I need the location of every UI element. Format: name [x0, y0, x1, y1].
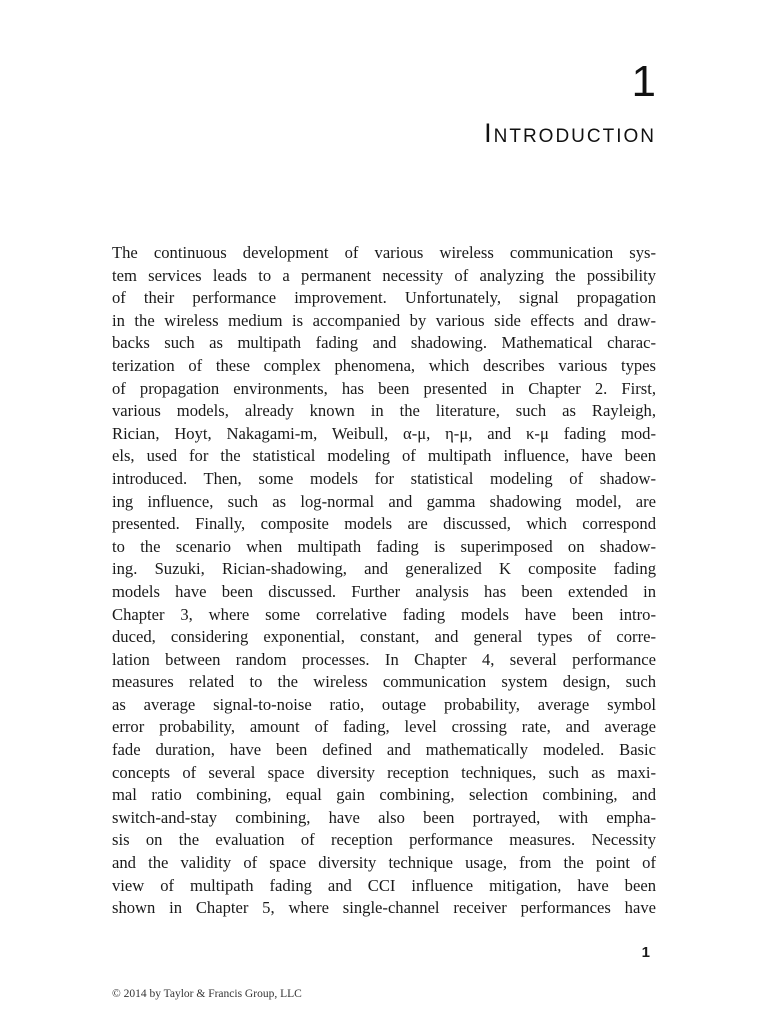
copyright-notice: © 2014 by Taylor & Francis Group, LLC — [112, 988, 302, 1000]
body-line: lation between random processes. In Chapter 4, several performance — [112, 649, 656, 669]
body-line: to the scenario when multipath fading is superimposed on shadow- — [112, 536, 656, 556]
body-line: terization of these complex phenomena, which describes various types — [112, 355, 656, 375]
chapter-number: 1 — [631, 57, 656, 106]
body-line: of their performance improvement. Unfortunately, signal propagation — [112, 288, 656, 308]
body-line: presented. Finally, composite models are discussed, which correspond — [112, 514, 656, 534]
body-line: and the validity of space diversity technique usage, from the point of — [112, 853, 656, 873]
body-line: concepts of several space diversity reception techniques, such as maxi- — [112, 762, 656, 782]
body-line: els, used for the statistical modeling of multipath influence, have been — [112, 446, 656, 466]
body-line: view of multipath fading and CCI influence mitigation, have been — [112, 875, 656, 895]
body-line: of propagation environments, has been presented in Chapter 2. First, — [112, 378, 656, 398]
body-line: error probability, amount of fading, level crossing rate, and average — [112, 717, 656, 737]
body-line: Rician, Hoyt, Nakagami-m, Weibull, α-μ, η-μ, and κ-μ fading mod- — [112, 423, 656, 443]
body-line: in the wireless medium is accompanied by various side effects and draw- — [112, 310, 656, 330]
body-line: Chapter 3, where some correlative fading models have been intro- — [112, 604, 656, 624]
body-line: various models, already known in the literature, such as Rayleigh, — [112, 401, 656, 421]
body-line: introduced. Then, some models for statistical modeling of shadow- — [112, 468, 656, 488]
body-line: tem services leads to a permanent necessity of analyzing the possibility — [112, 265, 656, 285]
body-paragraph — [112, 242, 656, 920]
body-line: duced, considering exponential, constant, and general types of corre- — [112, 627, 656, 647]
body-line: models have been discussed. Further analysis has been extended in — [112, 581, 656, 601]
body-line: sis on the evaluation of reception performance measures. Necessity — [112, 830, 656, 850]
body-line: mal ratio combining, equal gain combining, selection combining, and — [112, 785, 656, 805]
body-line: fade duration, have been defined and mathematically modeled. Basic — [112, 740, 656, 760]
body-line: ing influence, such as log-normal and gamma shadowing model, are — [112, 491, 656, 511]
body-line: backs such as multipath fading and shadowing. Mathematical charac- — [112, 333, 656, 353]
body-line: The continuous development of various wireless communication sys- — [112, 243, 656, 262]
body-line: measures related to the wireless communication system design, such — [112, 672, 656, 692]
page-number: 1 — [641, 944, 650, 961]
body-line: switch-and-stay combining, have also been portrayed, with empha- — [112, 807, 656, 827]
body-line: ing. Suzuki, Rician-shadowing, and generalized K composite fading — [112, 559, 656, 579]
body-line: as average signal-to-noise ratio, outage probability, average symbol — [112, 694, 656, 714]
chapter-title: Introduction — [484, 118, 656, 148]
body-line: shown in Chapter 5, where single-channel receiver performances have — [112, 898, 656, 918]
